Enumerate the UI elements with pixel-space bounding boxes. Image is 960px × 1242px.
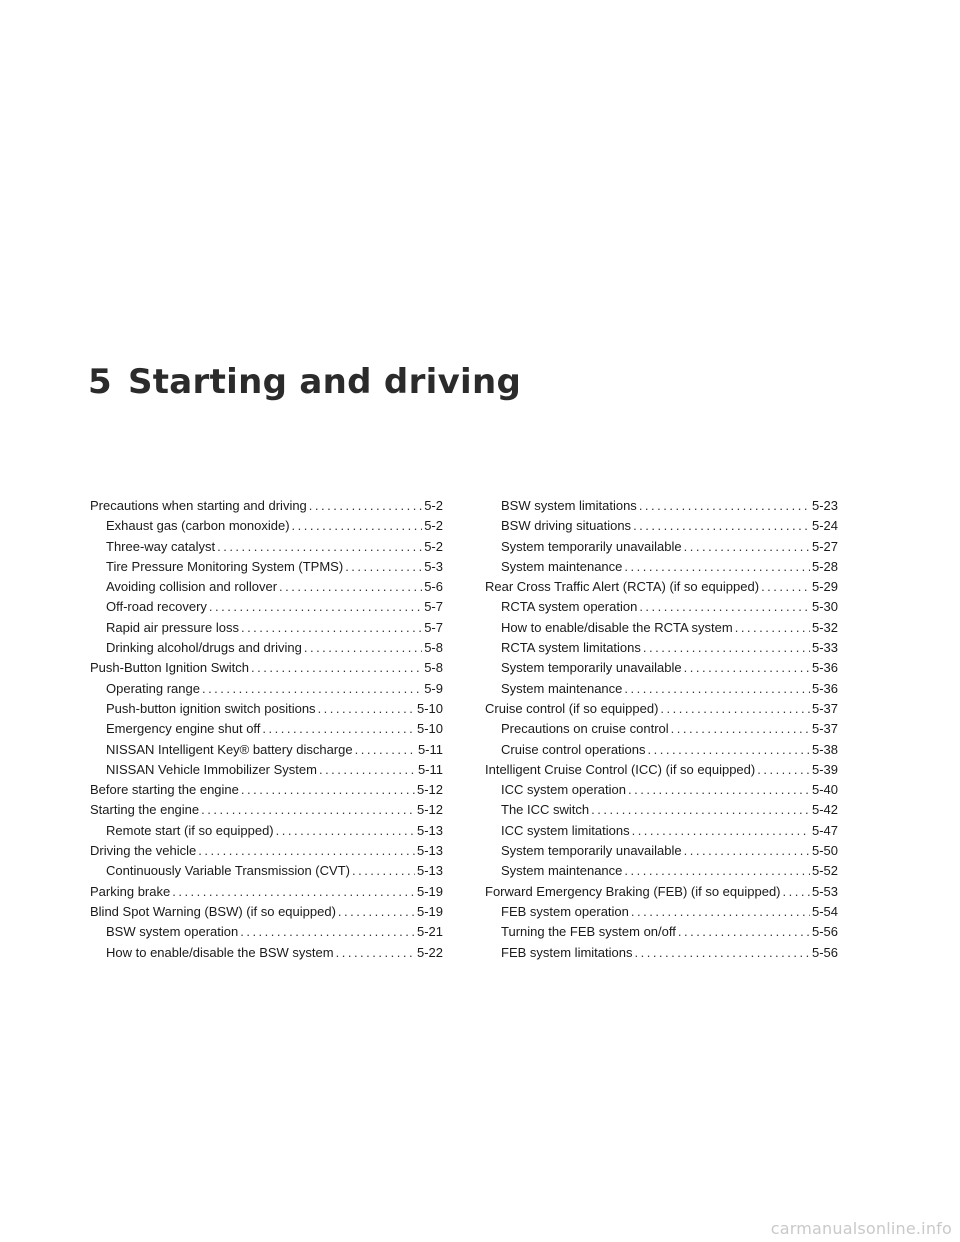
toc-entry[interactable]	[485, 658, 838, 678]
toc-entry-title: How to enable/disable the RCTA system	[501, 619, 733, 635]
toc-leader-dots	[639, 496, 810, 516]
toc-entry-page: 5-56	[811, 944, 838, 960]
toc-entry[interactable]	[485, 780, 838, 800]
toc-leader-dots	[639, 597, 810, 617]
toc-entry-page: 5-10	[416, 700, 443, 716]
toc-leader-dots	[632, 821, 810, 841]
toc-entry-title: Off-road recovery	[106, 599, 207, 615]
toc-entry-page: 5-12	[416, 782, 443, 798]
toc-leader-dots	[684, 658, 810, 678]
toc-entry-title: Blind Spot Warning (BSW) (if so equipped)	[90, 903, 336, 919]
toc-entry-page: 5-13	[416, 863, 443, 879]
toc-right-column	[485, 496, 838, 963]
toc-leader-dots	[355, 740, 416, 760]
toc-entry[interactable]	[90, 516, 443, 536]
toc-leader-dots	[292, 516, 423, 536]
toc-entry[interactable]	[90, 821, 443, 841]
toc-leader-dots	[262, 719, 415, 739]
toc-entry[interactable]	[90, 760, 443, 780]
toc-entry-title: Parking brake	[90, 883, 171, 899]
toc-leader-dots	[172, 882, 415, 902]
toc-entry-title: System maintenance	[501, 680, 623, 696]
toc-entry-title: RCTA system operation	[501, 599, 638, 615]
toc-entry[interactable]	[485, 841, 838, 861]
toc-entry-title: Before starting the engine	[90, 782, 239, 798]
toc-entry-title: Turning the FEB system on/off	[501, 924, 676, 940]
toc-left-column	[90, 496, 443, 963]
toc-entry[interactable]	[90, 719, 443, 739]
chapter-title-text: Starting and driving	[127, 362, 522, 402]
toc-entry-page: 5-3	[424, 558, 443, 574]
toc-entry[interactable]	[485, 943, 838, 963]
toc-entry[interactable]	[90, 638, 443, 658]
toc-entry-title: System temporarily unavailable	[501, 843, 682, 859]
toc-entry[interactable]	[485, 902, 838, 922]
toc-entry-page: 5-13	[416, 822, 443, 838]
chapter-title	[88, 362, 521, 402]
toc-entry[interactable]	[90, 740, 443, 760]
toc-leader-dots	[684, 537, 810, 557]
toc-entry-title: Exhaust gas (carbon monoxide)	[106, 518, 290, 534]
toc-leader-dots	[624, 861, 810, 881]
toc-leader-dots	[783, 882, 810, 902]
toc-entry-page: 5-10	[416, 721, 443, 737]
toc-leader-dots	[591, 800, 810, 820]
toc-entry[interactable]	[485, 740, 838, 760]
toc-leader-dots	[624, 557, 810, 577]
toc-entry-page: 5-2	[424, 518, 443, 534]
toc-entry-page: 5-27	[811, 538, 838, 554]
toc-leader-dots	[761, 577, 810, 597]
toc-entry-page: 5-56	[811, 924, 838, 940]
toc-leader-dots	[633, 516, 810, 536]
toc-leader-dots	[241, 618, 422, 638]
toc-leader-dots	[735, 618, 810, 638]
toc-entry-page: 5-38	[811, 741, 838, 757]
toc-entry-title: BSW driving situations	[501, 518, 632, 534]
toc-entry[interactable]	[485, 597, 838, 617]
toc-entry-title: Push-button ignition switch positions	[106, 700, 316, 716]
toc-entry-page: 5-42	[811, 802, 838, 818]
chapter-number: 5	[88, 362, 112, 402]
toc-leader-dots	[240, 922, 415, 942]
toc-leader-dots	[336, 943, 415, 963]
toc-leader-dots	[276, 821, 415, 841]
toc-entry[interactable]	[485, 618, 838, 638]
toc-entry[interactable]	[90, 618, 443, 638]
toc-leader-dots	[684, 841, 810, 861]
toc-entry-page: 5-6	[424, 579, 443, 595]
toc-entry[interactable]	[90, 861, 443, 881]
toc-entry[interactable]	[485, 557, 838, 577]
toc-entry-title: Operating range	[106, 680, 200, 696]
toc-entry[interactable]	[485, 821, 838, 841]
toc-entry[interactable]	[485, 496, 838, 516]
toc-entry[interactable]	[485, 638, 838, 658]
toc-entry-title: How to enable/disable the BSW system	[106, 944, 334, 960]
toc-leader-dots	[279, 577, 422, 597]
toc-entry-title: Forward Emergency Braking (FEB) (if so equipped)	[485, 883, 781, 899]
toc-entry[interactable]	[90, 902, 443, 922]
toc-entry-title: Tire Pressure Monitoring System (TPMS)	[106, 558, 344, 574]
toc-leader-dots	[251, 658, 422, 678]
toc-leader-dots	[217, 537, 422, 557]
toc-entry-title: RCTA system limitations	[501, 640, 641, 656]
toc-leader-dots	[671, 719, 810, 739]
toc-entry-title: Intelligent Cruise Control (ICC) (if so equipped)	[485, 761, 756, 777]
toc-entry-page: 5-19	[416, 903, 443, 919]
toc-entry-title: Rear Cross Traffic Alert (RCTA) (if so equipped)	[485, 579, 760, 595]
toc-entry-page: 5-11	[417, 761, 443, 777]
toc-leader-dots	[624, 679, 810, 699]
toc-entry-page: 5-2	[424, 538, 443, 554]
toc-entry-title: Continuously Variable Transmission (CVT)	[106, 863, 350, 879]
toc-leader-dots	[319, 760, 416, 780]
toc-entry-page: 5-9	[424, 680, 443, 696]
toc-leader-dots	[648, 740, 810, 760]
toc-entry-page: 5-19	[416, 883, 443, 899]
toc-leader-dots	[202, 679, 422, 699]
toc-leader-dots	[304, 638, 422, 658]
toc-entry[interactable]	[90, 679, 443, 699]
toc-entry-title: Remote start (if so equipped)	[106, 822, 274, 838]
toc-entry-title: Push-Button Ignition Switch	[90, 660, 249, 676]
toc-entry-page: 5-39	[811, 761, 838, 777]
toc-leader-dots	[318, 699, 415, 719]
toc-entry-page: 5-8	[424, 640, 443, 656]
toc-entry-title: Starting the engine	[90, 802, 200, 818]
toc-entry-title: BSW system operation	[106, 924, 239, 940]
toc-entry-page: 5-22	[416, 944, 443, 960]
toc-entry[interactable]	[485, 800, 838, 820]
toc-entry-page: 5-30	[811, 599, 838, 615]
toc-entry[interactable]	[90, 800, 443, 820]
toc-entry-page: 5-2	[424, 498, 443, 513]
toc-entry-title: Driving the vehicle	[90, 843, 197, 859]
toc-entry-title: Precautions on cruise control	[501, 721, 669, 737]
toc-entry-page: 5-54	[811, 903, 838, 919]
toc-entry[interactable]	[90, 577, 443, 597]
toc-entry-title: System maintenance	[501, 558, 623, 574]
toc-leader-dots	[352, 861, 415, 881]
toc-leader-dots	[678, 922, 810, 942]
toc-entry-page: 5-53	[811, 883, 838, 899]
toc-entry[interactable]	[90, 841, 443, 861]
toc-entry[interactable]	[485, 699, 838, 719]
toc-entry[interactable]	[485, 537, 838, 557]
toc-entry-page: 5-36	[811, 680, 838, 696]
toc-leader-dots	[198, 841, 415, 861]
toc-entry-title: System temporarily unavailable	[501, 538, 682, 554]
toc-entry-page: 5-29	[811, 579, 838, 595]
toc-leader-dots	[660, 699, 810, 719]
toc-entry-page: 5-24	[811, 518, 838, 534]
toc-entry-page: 5-40	[811, 782, 838, 798]
toc-entry[interactable]	[90, 922, 443, 942]
toc-entry-page: 5-21	[416, 924, 443, 940]
toc-entry-page: 5-52	[811, 863, 838, 879]
toc-entry-title: The ICC switch	[501, 802, 590, 818]
toc-entry-title: NISSAN Vehicle Immobilizer System	[106, 761, 317, 777]
toc-entry[interactable]	[485, 922, 838, 942]
toc-entry[interactable]	[485, 861, 838, 881]
toc-leader-dots	[209, 597, 422, 617]
toc-entry[interactable]	[90, 557, 443, 577]
toc-entry[interactable]	[90, 658, 443, 678]
toc-entry[interactable]	[485, 719, 838, 739]
toc-leader-dots	[757, 760, 810, 780]
toc-leader-dots	[241, 780, 415, 800]
toc-entry[interactable]	[90, 597, 443, 617]
toc-entry-title: Rapid air pressure loss	[106, 619, 239, 635]
toc-entry-page: 5-7	[424, 599, 443, 615]
toc-entry-page: 5-33	[811, 640, 838, 656]
toc-entry-page: 5-28	[811, 558, 838, 574]
toc-entry-title: Emergency engine shut off	[106, 721, 261, 737]
toc-entry-page: 5-8	[424, 660, 443, 676]
toc-leader-dots	[345, 557, 422, 577]
toc-leader-dots	[201, 800, 415, 820]
toc-leader-dots	[643, 638, 810, 658]
toc-entry-page: 5-23	[811, 498, 838, 513]
toc-entry-title: System maintenance	[501, 863, 623, 879]
toc-entry-page: 5-13	[416, 843, 443, 859]
toc-entry-title: Avoiding collision and rollover	[106, 579, 278, 595]
toc-entry-title: System temporarily unavailable	[501, 660, 682, 676]
toc-entry[interactable]	[90, 496, 443, 516]
toc-entry[interactable]	[90, 882, 443, 902]
toc-entry-page: 5-47	[811, 822, 838, 838]
toc-entry-title: Drinking alcohol/drugs and driving	[106, 640, 302, 656]
toc-entry-page: 5-7	[424, 619, 443, 635]
toc-entry[interactable]	[485, 679, 838, 699]
toc-entry-title: BSW system limitations	[501, 498, 637, 513]
toc-entry-page: 5-11	[417, 741, 443, 757]
toc-entry-page: 5-37	[811, 721, 838, 737]
toc-entry[interactable]	[485, 760, 838, 780]
toc-entry[interactable]	[90, 699, 443, 719]
toc-entry[interactable]	[485, 882, 838, 902]
toc-entry-title: ICC system limitations	[501, 822, 630, 838]
toc-leader-dots	[309, 496, 422, 516]
watermark: carmanualsonline.info	[770, 1219, 952, 1238]
toc-entry[interactable]	[90, 943, 443, 963]
toc-entry-title: FEB system operation	[501, 903, 629, 919]
toc-entry[interactable]	[485, 516, 838, 536]
toc-entry-page: 5-12	[416, 802, 443, 818]
toc-entry-page: 5-36	[811, 660, 838, 676]
toc-leader-dots	[631, 902, 810, 922]
toc-entry-title: Three-way catalyst	[106, 538, 216, 554]
toc-entry-title: FEB system limitations	[501, 944, 633, 960]
toc-entry-title: Cruise control (if so equipped)	[485, 700, 659, 716]
toc-leader-dots	[628, 780, 810, 800]
toc-entry-title: Cruise control operations	[501, 741, 646, 757]
toc-entry[interactable]	[90, 537, 443, 557]
toc-entry[interactable]	[90, 780, 443, 800]
toc-entry[interactable]	[485, 577, 838, 597]
toc-entry-page: 5-32	[811, 619, 838, 635]
toc-leader-dots	[634, 943, 809, 963]
toc-entry-title: ICC system operation	[501, 782, 626, 798]
toc-entry-page: 5-50	[811, 843, 838, 859]
toc-entry-title: Precautions when starting and driving	[90, 498, 307, 513]
toc-leader-dots	[338, 902, 415, 922]
toc-entry-title: NISSAN Intelligent Key® battery discharge	[106, 741, 353, 757]
toc-entry-page: 5-37	[811, 700, 838, 716]
